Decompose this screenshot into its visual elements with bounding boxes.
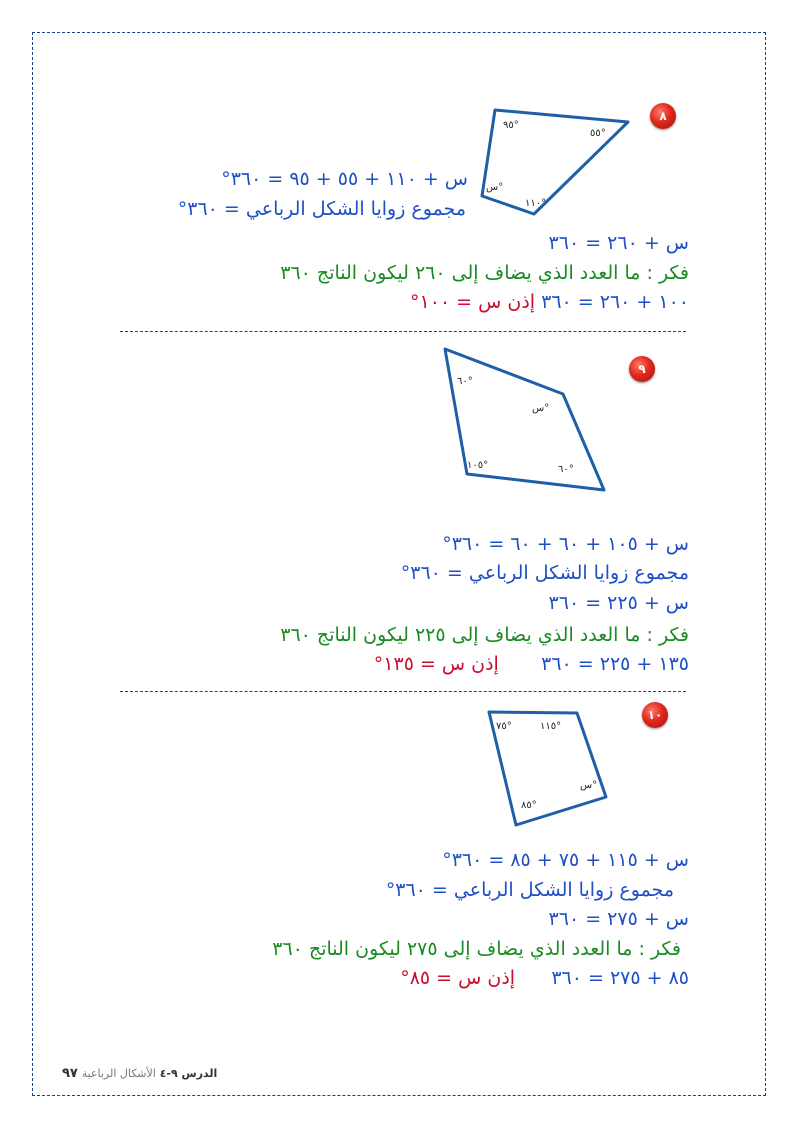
answer-text: إذن س = ١٠٠° (410, 291, 536, 313)
angle-label: س° (486, 182, 504, 193)
equation-line: مجموع زوايا الشكل الرباعي = ٣٦٠° (400, 562, 689, 584)
angle-label: س° (532, 403, 550, 414)
hint-line: فكر : ما العدد الذي يضاف إلى ٢٢٥ ليكون الناتج ٣٦٠ (280, 624, 689, 646)
angle-label: ١١٥° (540, 721, 562, 732)
angle-label: ٦٠° (558, 464, 574, 475)
answer-text: إذن س = ٨٥° (400, 967, 516, 989)
angle-label: ١٠٥° (467, 460, 489, 471)
problem-number-badge: ٨ (650, 103, 676, 129)
equation-line: مجموع زوايا الشكل الرباعي = ٣٦٠° (385, 879, 674, 901)
equation-line: مجموع زوايا الشكل الرباعي = ٣٦٠° (177, 198, 466, 220)
verification-text: ١٠٠ + ٢٦٠ = ٣٦٠ (535, 291, 689, 313)
lesson-title: الأشكال الرباعية (81, 1067, 156, 1080)
angle-label: ٦٠° (457, 376, 473, 387)
answer-text: إذن س = ١٣٥° (373, 653, 499, 675)
page-number: ٩٧ (62, 1066, 78, 1081)
page-footer (56, 1066, 217, 1081)
equation-line: س + ١١٠ + ٥٥ + ٩٥ = ٣٦٠° (221, 168, 468, 190)
problem-number-badge: ١٠ (642, 702, 668, 728)
angle-label: ٧٥° (496, 721, 512, 732)
equation-line: س + ٢٧٥ = ٣٦٠ (548, 908, 689, 930)
angle-label: ٥٥° (590, 128, 606, 139)
verification-text: ٨٥ + ٢٧٥ = ٣٦٠ (515, 967, 689, 989)
problem-number-badge: ٩ (629, 356, 655, 382)
angle-label: س° (580, 780, 598, 791)
equation-line: س + ١٠٥ + ٦٠ + ٦٠ = ٣٦٠° (442, 533, 689, 555)
equation-line: س + ٢٢٥ = ٣٦٠ (548, 592, 689, 614)
hint-line: فكر : ما العدد الذي يضاف إلى ٢٦٠ ليكون الناتج ٣٦٠ (280, 262, 689, 284)
lesson-label: الدرس ٩-٤ (159, 1067, 218, 1080)
hint-line: فكر : ما العدد الذي يضاف إلى ٢٧٥ ليكون الناتج ٣٦٠ (272, 938, 681, 960)
angle-label: ١١٠° (525, 198, 547, 209)
verification-text: ١٣٥ + ٢٢٥ = ٣٦٠ (498, 653, 689, 675)
equation-line: س + ٢٦٠ = ٣٦٠ (548, 232, 689, 254)
equation-line: س + ١١٥ + ٧٥ + ٨٥ = ٣٦٠° (442, 849, 689, 871)
angle-label: ٩٥° (503, 120, 519, 131)
answer-line (400, 966, 689, 990)
angle-label: ٨٥° (521, 800, 537, 811)
